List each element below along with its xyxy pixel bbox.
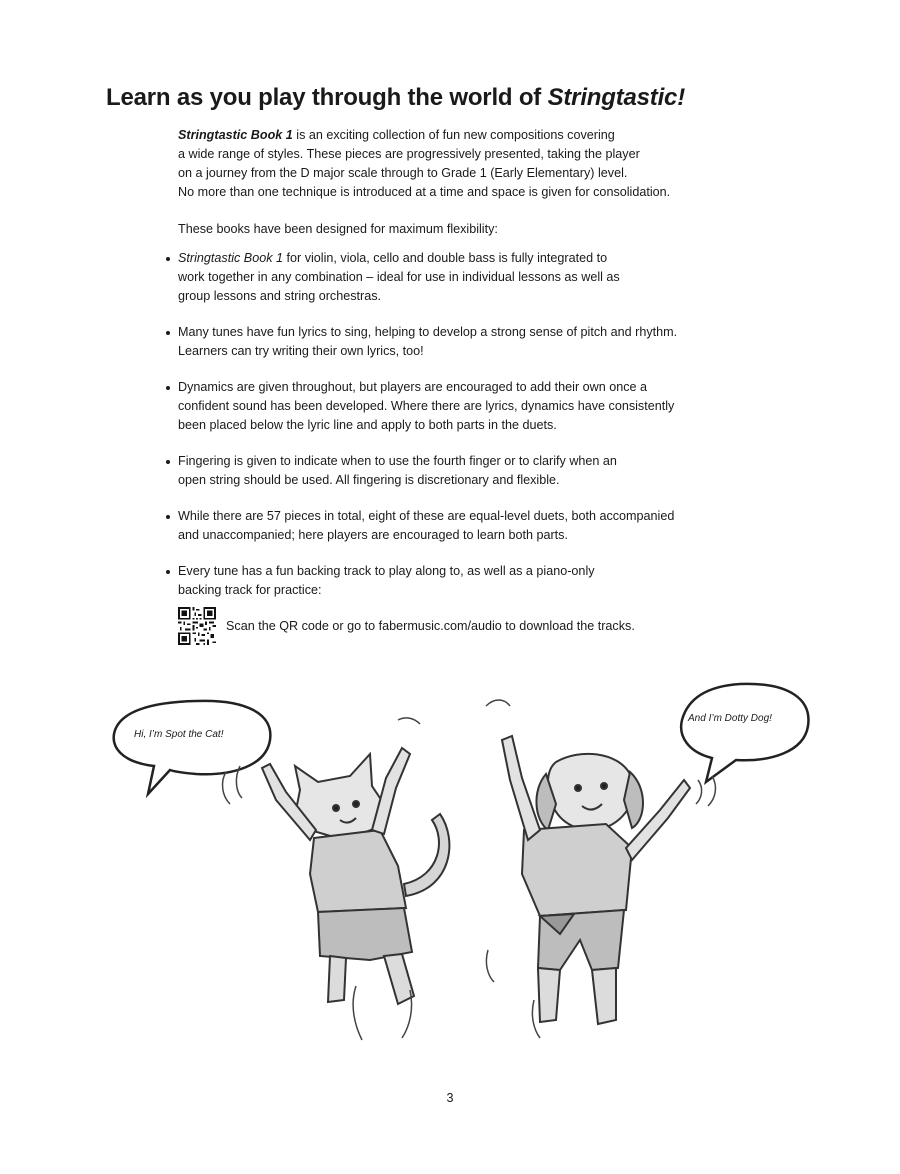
cat-figure — [262, 748, 449, 1004]
list-item-line: group lessons and string orchestras. — [178, 289, 382, 303]
cat-speech-text: Hi, I’m Spot the Cat! — [134, 729, 224, 740]
intro-lead: Stringtastic Book 1 — [178, 128, 293, 142]
list-item-line: been placed below the lyric line and apply to both parts in the duets. — [178, 418, 557, 432]
intro-line: No more than one technique is introduced at a time and space is given for consolidation. — [178, 185, 671, 199]
list-item-emphasis: Stringtastic Book 1 — [178, 251, 283, 265]
list-item — [164, 562, 744, 600]
dog-speech-bubble — [681, 684, 808, 782]
page-number: 3 — [446, 1091, 454, 1105]
list-item-line: and unaccompanied; here players are encouraged to learn both parts. — [178, 528, 568, 542]
intro-line: on a journey from the D major scale through to Grade 1 (Early Elementary) level. — [178, 166, 628, 180]
list-item — [164, 378, 744, 435]
title-emphasis: Stringtastic! — [547, 84, 685, 111]
title-prefix: Learn as you play through the world of — [106, 84, 548, 111]
feature-list — [164, 249, 744, 600]
list-item-line: Every tune has a fun backing track to play along to, as well as a piano-only — [178, 564, 595, 578]
list-item-line: Fingering is given to indicate when to use the fourth finger or to clarify when an — [178, 454, 617, 468]
list-item — [164, 507, 744, 545]
intro-line-text: is an exciting collection of fun new compositions covering — [292, 128, 615, 142]
list-item-line: Dynamics are given throughout, but players are encouraged to add their own once a — [178, 380, 648, 394]
qr-code-icon[interactable] — [178, 607, 216, 645]
dog-figure — [502, 736, 690, 1024]
qr-instructions: Scan the QR code or go to fabermusic.com/audio to download the tracks. — [226, 619, 635, 633]
dog-speech-text: And I’m Dotty Dog! — [688, 713, 772, 724]
list-item — [164, 323, 744, 361]
list-item-line: backing track for practice: — [178, 583, 322, 597]
list-item-line — [178, 249, 744, 268]
list-item — [164, 249, 744, 306]
list-item-text: for violin, viola, cello and double bass is fully integrated to — [283, 251, 608, 265]
motion-lines — [223, 700, 716, 1040]
list-item-line: Learners can try writing their own lyrics, too! — [178, 344, 424, 358]
list-item-line: open string should be used. All fingering is discretionary and flexible. — [178, 473, 560, 487]
main-content — [164, 126, 744, 600]
list-item-line: work together in any combination – ideal for use in individual lessons as well as — [178, 270, 620, 284]
flexibility-intro: These books have been designed for maximum flexibility: — [178, 222, 498, 236]
qr-row — [178, 607, 635, 645]
page-title — [106, 84, 685, 112]
intro-line — [178, 126, 744, 145]
cat-speech-bubble — [114, 701, 271, 794]
list-item-line: While there are 57 pieces in total, eight of these are equal-level duets, both accompanied — [178, 509, 675, 523]
intro-paragraph — [178, 126, 744, 202]
list-item — [164, 452, 744, 490]
intro-line: a wide range of styles. These pieces are progressively presented, taking the player — [178, 147, 640, 161]
list-item-line: confident sound has been developed. Where there are lyrics, dynamics have consistently — [178, 399, 675, 413]
list-item-line: Many tunes have fun lyrics to sing, helping to develop a strong sense of pitch and rhythm. — [178, 325, 678, 339]
